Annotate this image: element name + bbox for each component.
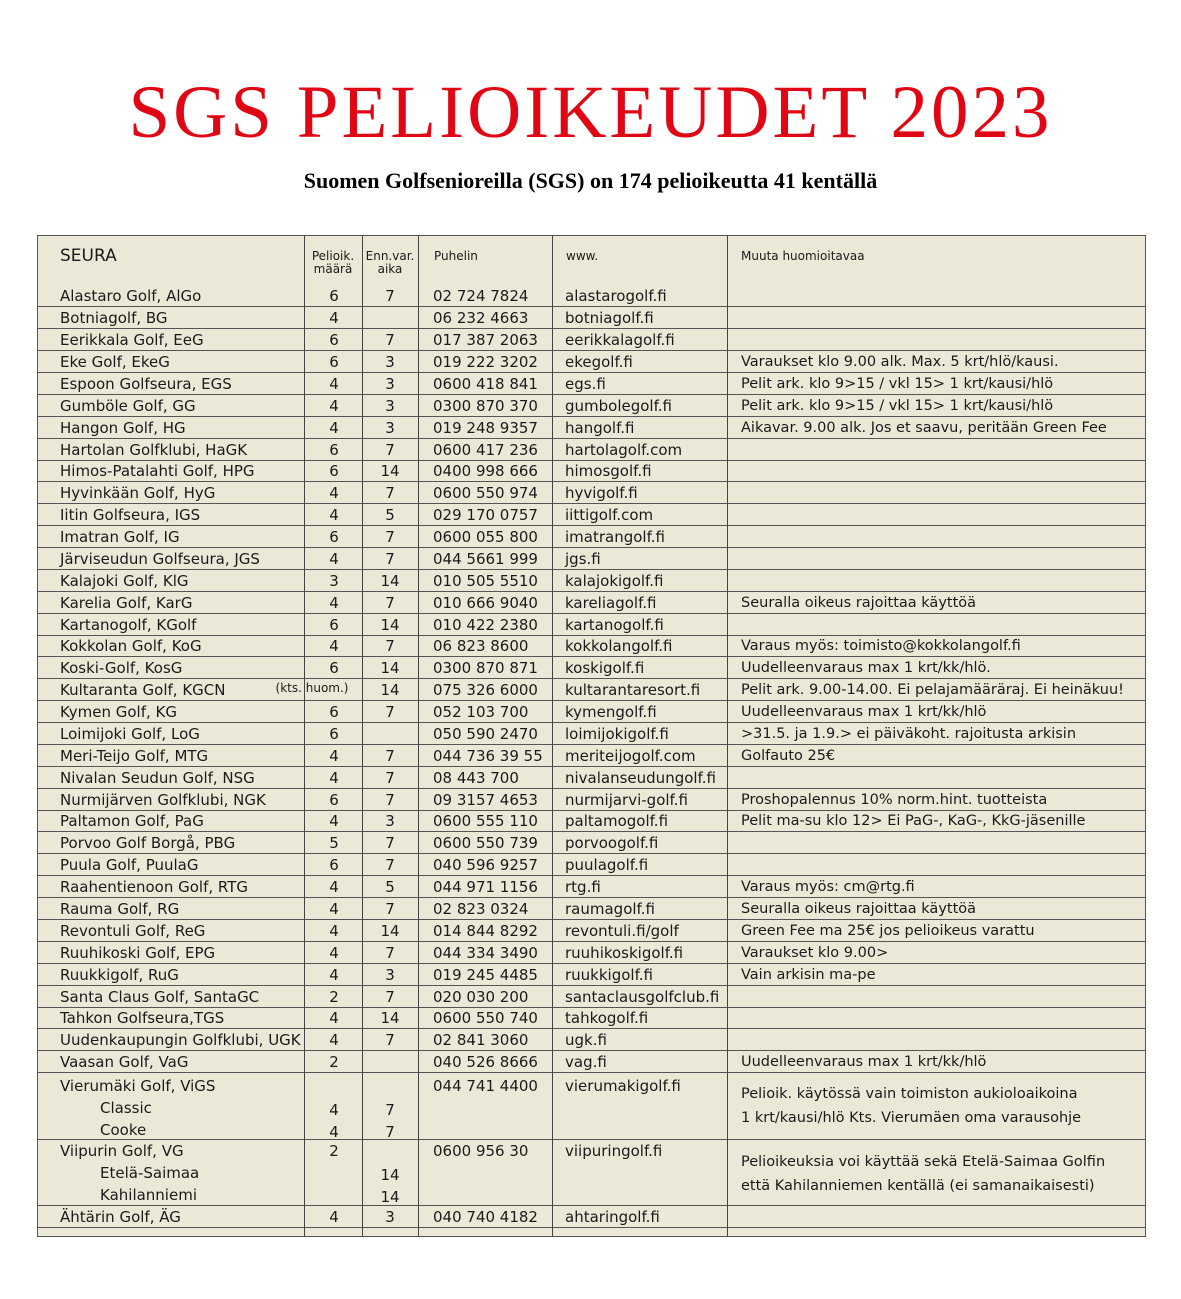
note-text: Aikavar. 9.00 alk. Jos et saavu, peritään Green Fee bbox=[741, 419, 1107, 436]
website[interactable]: hartolagolf.com bbox=[565, 440, 683, 459]
right-count: 4 bbox=[329, 921, 339, 940]
phone-number: 044 5661 999 bbox=[433, 549, 538, 568]
note-text: Green Fee ma 25€ jos pelioikeus varattu bbox=[741, 922, 1035, 939]
right-count: 4 bbox=[329, 768, 339, 787]
website[interactable]: ekegolf.fi bbox=[565, 352, 633, 371]
phone-number: 0400 998 666 bbox=[433, 462, 538, 481]
club-name: Nivalan Seudun Golf, NSG bbox=[60, 768, 255, 787]
booking-days: 7 bbox=[385, 593, 395, 612]
booking-days: 7 bbox=[385, 746, 395, 765]
booking-days: 14 bbox=[380, 921, 400, 940]
table-row bbox=[38, 942, 1145, 963]
table-row bbox=[38, 330, 1145, 351]
right-count: 6 bbox=[329, 331, 339, 350]
club-name: Porvoo Golf Borgå, PBG bbox=[60, 834, 236, 853]
booking-days: 7 bbox=[385, 856, 395, 875]
right-count: 4 bbox=[329, 1009, 339, 1028]
website[interactable]: kalajokigolf.fi bbox=[565, 571, 664, 590]
table-row bbox=[38, 811, 1145, 832]
header-count-line1: Pelioik. bbox=[311, 249, 355, 263]
table-row bbox=[38, 527, 1145, 548]
booking-days: 7 bbox=[385, 703, 395, 722]
table-row bbox=[38, 483, 1145, 504]
phone-number: 044 741 4400 bbox=[433, 1077, 538, 1095]
club-name: Gumböle Golf, GG bbox=[60, 396, 196, 415]
table-row bbox=[38, 592, 1145, 613]
table-row bbox=[38, 505, 1145, 526]
website[interactable]: kokkolangolf.fi bbox=[565, 637, 673, 656]
right-count: (kts. huom.) bbox=[275, 681, 349, 696]
header-notes: Muuta huomioitavaa bbox=[741, 249, 865, 263]
right-count: 6 bbox=[329, 352, 339, 371]
note-text: Varaus myös: cm@rtg.fi bbox=[741, 879, 915, 896]
header-days-line1: Enn.var. bbox=[365, 249, 415, 263]
right-count: 2 bbox=[329, 1053, 339, 1072]
club-name: Santa Claus Golf, SantaGC bbox=[60, 987, 260, 1006]
club-name: Imatran Golf, IG bbox=[60, 528, 180, 547]
right-count: 4 bbox=[329, 549, 339, 568]
club-name: Uudenkaupungin Golfklubi, UGK bbox=[60, 1031, 301, 1050]
phone-number: 019 222 3202 bbox=[433, 352, 538, 371]
note-text: Varaukset klo 9.00 alk. Max. 5 krt/hlö/kausi. bbox=[741, 353, 1059, 370]
table-row bbox=[38, 461, 1145, 482]
website[interactable]: alastarogolf.fi bbox=[565, 287, 667, 306]
table-row bbox=[38, 308, 1145, 329]
website[interactable]: gumbolegolf.fi bbox=[565, 396, 673, 415]
booking-days: 14 bbox=[380, 1009, 400, 1028]
phone-number: 050 590 2470 bbox=[433, 724, 538, 743]
table-row bbox=[38, 986, 1145, 1007]
club-name: Himos-Patalahti Golf, HPG bbox=[60, 462, 255, 481]
website[interactable]: meriteijogolf.com bbox=[565, 746, 696, 765]
phone-number: 0300 870 370 bbox=[433, 396, 538, 415]
right-count: 4 bbox=[329, 878, 339, 897]
note-text: >31.5. ja 1.9.> ei päiväkoht. rajoitusta arkisin bbox=[741, 725, 1077, 742]
booking-days: 7 bbox=[385, 637, 395, 656]
right-count: 3 bbox=[329, 571, 339, 590]
website[interactable]: ugk.fi bbox=[565, 1031, 607, 1050]
booking-days: 3 bbox=[385, 396, 395, 415]
right-count: 4 bbox=[329, 418, 339, 437]
booking-days: 7 bbox=[385, 943, 395, 962]
table-row bbox=[38, 964, 1145, 985]
website[interactable]: jgs.fi bbox=[565, 549, 601, 568]
booking-days: 5 bbox=[385, 878, 395, 897]
booking-days: 3 bbox=[385, 374, 395, 393]
right-count: 6 bbox=[329, 659, 339, 678]
booking-days: 7 bbox=[385, 331, 395, 350]
note-text: Pelit ark. 9.00-14.00. Ei pelajamääräraj. Ei heinäkuu! bbox=[741, 682, 1124, 699]
table-row bbox=[38, 789, 1145, 810]
booking-days: 7 bbox=[385, 899, 395, 918]
club-name: Ruukkigolf, RuG bbox=[60, 965, 179, 984]
booking-days: 7 bbox=[385, 484, 395, 503]
header-club: SEURA bbox=[60, 246, 117, 266]
phone-number: 075 326 6000 bbox=[433, 681, 538, 700]
phone-number: 052 103 700 bbox=[433, 703, 529, 722]
phone-number: 02 724 7824 bbox=[433, 287, 529, 306]
phone-number: 020 030 200 bbox=[433, 987, 529, 1006]
website[interactable]: himosgolf.fi bbox=[565, 462, 652, 481]
booking-days: 7 bbox=[385, 1101, 395, 1119]
club-name: Rauma Golf, RG bbox=[60, 899, 180, 918]
right-count: 4 bbox=[329, 396, 339, 415]
club-name: Tahkon Golfseura,TGS bbox=[60, 1009, 225, 1028]
club-name: Viipurin Golf, VG bbox=[60, 1142, 184, 1160]
club-name: Espoon Golfseura, EGS bbox=[60, 374, 232, 393]
club-name: Eerikkala Golf, EeG bbox=[60, 331, 204, 350]
website[interactable]: kultarantaresort.fi bbox=[565, 681, 701, 700]
club-name: Vierumäki Golf, ViGS bbox=[60, 1077, 216, 1095]
phone-number: 06 823 8600 bbox=[433, 637, 529, 656]
club-name: Hartolan Golfklubi, HaGK bbox=[60, 440, 248, 459]
website[interactable]: kymengolf.fi bbox=[565, 703, 657, 722]
table-row bbox=[38, 877, 1145, 898]
note-text: Golfauto 25€ bbox=[741, 747, 836, 764]
note-text: Uudelleenvaraus max 1 krt/kk/hlö. bbox=[741, 660, 991, 677]
phone-number: 010 422 2380 bbox=[433, 615, 538, 634]
club-name: Puula Golf, PuulaG bbox=[60, 856, 199, 875]
website[interactable]: nivalanseudungolf.fi bbox=[565, 768, 716, 787]
note-text: Uudelleenvaraus max 1 krt/kk/hlö bbox=[741, 1054, 987, 1071]
note-text: Varaukset klo 9.00> bbox=[741, 944, 889, 961]
right-count: 5 bbox=[329, 834, 339, 853]
website[interactable]: ruukkigolf.fi bbox=[565, 965, 653, 984]
phone-number: 0600 555 110 bbox=[433, 812, 538, 831]
right-count: 2 bbox=[329, 1142, 339, 1160]
table-row bbox=[38, 1052, 1145, 1073]
table-row bbox=[38, 374, 1145, 395]
right-count: 4 bbox=[329, 506, 339, 525]
table-row-viipuri bbox=[38, 1141, 1145, 1206]
table-row bbox=[38, 658, 1145, 679]
club-name: Karelia Golf, KarG bbox=[60, 593, 193, 612]
header-count-line2: määrä bbox=[313, 262, 353, 276]
club-name: Nurmijärven Golfklubi, NGK bbox=[60, 790, 266, 809]
phone-number: 0300 870 871 bbox=[433, 659, 538, 678]
club-name: Kartanogolf, KGolf bbox=[60, 615, 197, 634]
phone-number: 040 740 4182 bbox=[433, 1208, 538, 1226]
website[interactable]: loimijokigolf.fi bbox=[565, 724, 669, 743]
booking-days: 3 bbox=[385, 1208, 395, 1226]
club-name: Iitin Golfseura, IGS bbox=[60, 506, 201, 525]
right-count: 6 bbox=[329, 440, 339, 459]
website[interactable]: koskigolf.fi bbox=[565, 659, 645, 678]
phone-number: 019 245 4485 bbox=[433, 965, 538, 984]
booking-days: 5 bbox=[385, 506, 395, 525]
note-text: Seuralla oikeus rajoittaa käyttöä bbox=[741, 594, 977, 611]
right-count: 6 bbox=[329, 462, 339, 481]
club-name: Hyvinkään Golf, HyG bbox=[60, 484, 216, 503]
course-name: Classic bbox=[100, 1099, 152, 1117]
note-text: Pelioikeuksia voi käyttää sekä Etelä-Saimaa Golfin bbox=[741, 1154, 1106, 1170]
note-text: että Kahilanniemen kentällä (ei samanaikaisesti) bbox=[741, 1178, 1095, 1194]
phone-number: 0600 550 740 bbox=[433, 1009, 538, 1028]
note-text: Uudelleenvaraus max 1 krt/kk/hlö bbox=[741, 704, 987, 721]
booking-days: 14 bbox=[380, 462, 400, 481]
website[interactable]: nurmijarvi-golf.fi bbox=[565, 790, 688, 809]
note-text: Pelit ma-su klo 12> Ei PaG-, KaG-, KkG-jäsenille bbox=[741, 813, 1086, 830]
booking-days: 14 bbox=[380, 1188, 400, 1206]
right-count: 4 bbox=[329, 374, 339, 393]
booking-days: 7 bbox=[385, 287, 395, 306]
right-count: 6 bbox=[329, 703, 339, 722]
website[interactable]: paltamogolf.fi bbox=[565, 812, 669, 831]
right-count: 4 bbox=[329, 1101, 339, 1119]
note-text: Pelit ark. klo 9>15 / vkl 15> 1 krt/kausi/hlö bbox=[741, 375, 1054, 392]
website[interactable]: hyvigolf.fi bbox=[565, 484, 638, 503]
website[interactable]: porvoogolf.fi bbox=[565, 834, 659, 853]
table-row bbox=[38, 746, 1145, 767]
table-row bbox=[38, 439, 1145, 460]
table-row bbox=[38, 549, 1145, 570]
booking-days: 14 bbox=[380, 571, 400, 590]
table-row-vierumaki bbox=[38, 1076, 1145, 1140]
website[interactable]: ahtaringolf.fi bbox=[565, 1208, 660, 1226]
note-text: Varaus myös: toimisto@kokkolangolf.fi bbox=[741, 638, 1021, 655]
note-text: Seuralla oikeus rajoittaa käyttöä bbox=[741, 900, 977, 917]
club-name: Hangon Golf, HG bbox=[60, 418, 186, 437]
phone-number: 0600 418 841 bbox=[433, 374, 538, 393]
table-row bbox=[38, 702, 1145, 723]
phone-number: 02 841 3060 bbox=[433, 1031, 529, 1050]
club-name: Kymen Golf, KG bbox=[60, 703, 177, 722]
note-text: Pelit ark. klo 9>15 / vkl 15> 1 krt/kausi/hlö bbox=[741, 397, 1054, 414]
club-name: Ruuhikoski Golf, EPG bbox=[60, 943, 216, 962]
right-count: 4 bbox=[329, 965, 339, 984]
right-count: 4 bbox=[329, 943, 339, 962]
website[interactable]: eerikkalagolf.fi bbox=[565, 331, 675, 350]
website[interactable]: tahkogolf.fi bbox=[565, 1009, 649, 1028]
table-row bbox=[38, 570, 1145, 591]
booking-days: 3 bbox=[385, 352, 395, 371]
phone-number: 014 844 8292 bbox=[433, 921, 538, 940]
right-count: 4 bbox=[329, 637, 339, 656]
phone-number: 040 526 8666 bbox=[433, 1053, 538, 1072]
booking-days: 7 bbox=[385, 987, 395, 1006]
club-name: Paltamon Golf, PaG bbox=[60, 812, 204, 831]
booking-days: 14 bbox=[380, 615, 400, 634]
right-count: 4 bbox=[329, 812, 339, 831]
website[interactable]: viipuringolf.fi bbox=[565, 1142, 663, 1160]
phone-number: 0600 417 236 bbox=[433, 440, 538, 459]
website[interactable]: botniagolf.fi bbox=[565, 309, 654, 328]
booking-days: 7 bbox=[385, 768, 395, 787]
note-text: Vain arkisin ma-pe bbox=[741, 966, 876, 983]
website[interactable]: santaclausgolfclub.fi bbox=[565, 987, 720, 1006]
table-row bbox=[38, 724, 1145, 745]
club-name: Kokkolan Golf, KoG bbox=[60, 637, 202, 656]
table-row bbox=[38, 395, 1145, 416]
website[interactable]: hangolf.fi bbox=[565, 418, 635, 437]
note-text: Proshopalennus 10% norm.hint. tuotteista bbox=[741, 791, 1048, 808]
booking-days: 7 bbox=[385, 440, 395, 459]
header-phone: Puhelin bbox=[434, 249, 478, 263]
club-name: Meri-Teijo Golf, MTG bbox=[60, 746, 209, 765]
club-name: Kalajoki Golf, KlG bbox=[60, 571, 189, 590]
course-name: Cooke bbox=[100, 1121, 147, 1139]
website[interactable]: kartanogolf.fi bbox=[565, 615, 664, 634]
page-subtitle: Suomen Golfsenioreilla (SGS) on 174 pelioikeutta 41 kentällä bbox=[303, 168, 878, 193]
phone-number: 09 3157 4653 bbox=[433, 790, 538, 809]
table-row bbox=[38, 1008, 1145, 1029]
website[interactable]: imatrangolf.fi bbox=[565, 528, 665, 547]
phone-number: 02 823 0324 bbox=[433, 899, 529, 918]
phone-number: 0600 550 739 bbox=[433, 834, 538, 853]
course-name: Kahilanniemi bbox=[100, 1186, 197, 1204]
phone-number: 040 596 9257 bbox=[433, 856, 538, 875]
right-count: 4 bbox=[329, 593, 339, 612]
table-row bbox=[38, 286, 1145, 307]
right-count: 6 bbox=[329, 856, 339, 875]
table-row bbox=[38, 899, 1145, 920]
club-name: Kultaranta Golf, KGCN bbox=[60, 681, 226, 700]
phone-number: 0600 550 974 bbox=[433, 484, 538, 503]
phone-number: 0600 055 800 bbox=[433, 528, 538, 547]
website[interactable]: kareliagolf.fi bbox=[565, 593, 657, 612]
phone-number: 010 505 5510 bbox=[433, 571, 538, 590]
website[interactable]: iittigolf.com bbox=[565, 506, 654, 525]
club-name: Revontuli Golf, ReG bbox=[60, 921, 206, 940]
right-count: 6 bbox=[329, 790, 339, 809]
table-row bbox=[38, 680, 1145, 701]
header-days-line2: aika bbox=[377, 262, 403, 276]
right-count: 4 bbox=[329, 1208, 339, 1226]
right-count: 6 bbox=[329, 724, 339, 743]
right-count: 4 bbox=[329, 899, 339, 918]
website[interactable]: raumagolf.fi bbox=[565, 899, 655, 918]
table-row bbox=[38, 833, 1145, 854]
booking-days: 14 bbox=[380, 1166, 400, 1184]
table-row bbox=[38, 636, 1145, 657]
right-count: 2 bbox=[329, 987, 339, 1006]
right-count: 6 bbox=[329, 287, 339, 306]
booking-days: 7 bbox=[385, 834, 395, 853]
booking-days: 3 bbox=[385, 812, 395, 831]
table-row bbox=[38, 1030, 1145, 1051]
right-count: 4 bbox=[329, 1031, 339, 1050]
page-title: SGS PELIOIKEUDET 2023 bbox=[128, 71, 1053, 154]
club-name: Järviseudun Golfseura, JGS bbox=[60, 549, 260, 568]
website[interactable]: vag.fi bbox=[565, 1053, 607, 1072]
phone-number: 06 232 4663 bbox=[433, 309, 529, 328]
table-row-ahtari bbox=[38, 1207, 1145, 1228]
phone-number: 0600 956 30 bbox=[433, 1142, 529, 1160]
club-name: Ähtärin Golf, ÄG bbox=[60, 1208, 181, 1226]
right-count: 4 bbox=[329, 484, 339, 503]
phone-number: 029 170 0757 bbox=[433, 506, 538, 525]
header-web: www. bbox=[566, 249, 599, 263]
club-name: Loimijoki Golf, LoG bbox=[60, 724, 200, 743]
booking-days: 7 bbox=[385, 790, 395, 809]
right-count: 4 bbox=[329, 746, 339, 765]
booking-days: 7 bbox=[385, 1123, 395, 1141]
right-count: 4 bbox=[329, 1123, 339, 1141]
club-name: Botniagolf, BG bbox=[60, 309, 168, 328]
phone-number: 044 334 3490 bbox=[433, 943, 538, 962]
table-row bbox=[38, 767, 1145, 788]
course-name: Etelä-Saimaa bbox=[100, 1164, 200, 1182]
course-rights-table bbox=[37, 235, 1146, 1237]
table-row bbox=[38, 855, 1145, 876]
note-text: Pelioik. käytössä vain toimiston aukioloaikoina bbox=[741, 1086, 1078, 1102]
table-row bbox=[38, 352, 1145, 373]
booking-days: 3 bbox=[385, 418, 395, 437]
website[interactable]: puulagolf.fi bbox=[565, 856, 649, 875]
website[interactable]: egs.fi bbox=[565, 374, 606, 393]
booking-days: 3 bbox=[385, 965, 395, 984]
phone-number: 044 971 1156 bbox=[433, 878, 538, 897]
phone-number: 019 248 9357 bbox=[433, 418, 538, 437]
website[interactable]: ruuhikoskigolf.fi bbox=[565, 943, 684, 962]
website[interactable]: revontuli.fi/golf bbox=[565, 921, 679, 940]
club-name: Alastaro Golf, AlGo bbox=[60, 287, 202, 306]
booking-days: 7 bbox=[385, 549, 395, 568]
booking-days: 7 bbox=[385, 528, 395, 547]
phone-number: 010 666 9040 bbox=[433, 593, 538, 612]
club-name: Koski-Golf, KosG bbox=[60, 659, 183, 678]
table-row bbox=[38, 614, 1145, 635]
club-name: Vaasan Golf, VaG bbox=[60, 1053, 189, 1072]
right-count: 4 bbox=[329, 309, 339, 328]
club-name: Raahentienoon Golf, RTG bbox=[60, 878, 249, 897]
booking-days: 14 bbox=[380, 659, 400, 678]
right-count: 6 bbox=[329, 528, 339, 547]
table-row bbox=[38, 921, 1145, 942]
phone-number: 08 443 700 bbox=[433, 768, 519, 787]
booking-days: 14 bbox=[380, 681, 400, 700]
club-name: Eke Golf, EkeG bbox=[60, 352, 170, 371]
note-text: 1 krt/kausi/hlö Kts. Vierumäen oma varausohje bbox=[741, 1110, 1082, 1126]
website[interactable]: vierumakigolf.fi bbox=[565, 1077, 681, 1095]
phone-number: 017 387 2063 bbox=[433, 331, 538, 350]
phone-number: 044 736 39 55 bbox=[433, 746, 543, 765]
table-row bbox=[38, 417, 1145, 438]
right-count: 6 bbox=[329, 615, 339, 634]
booking-days: 7 bbox=[385, 1031, 395, 1050]
website[interactable]: rtg.fi bbox=[565, 878, 601, 897]
